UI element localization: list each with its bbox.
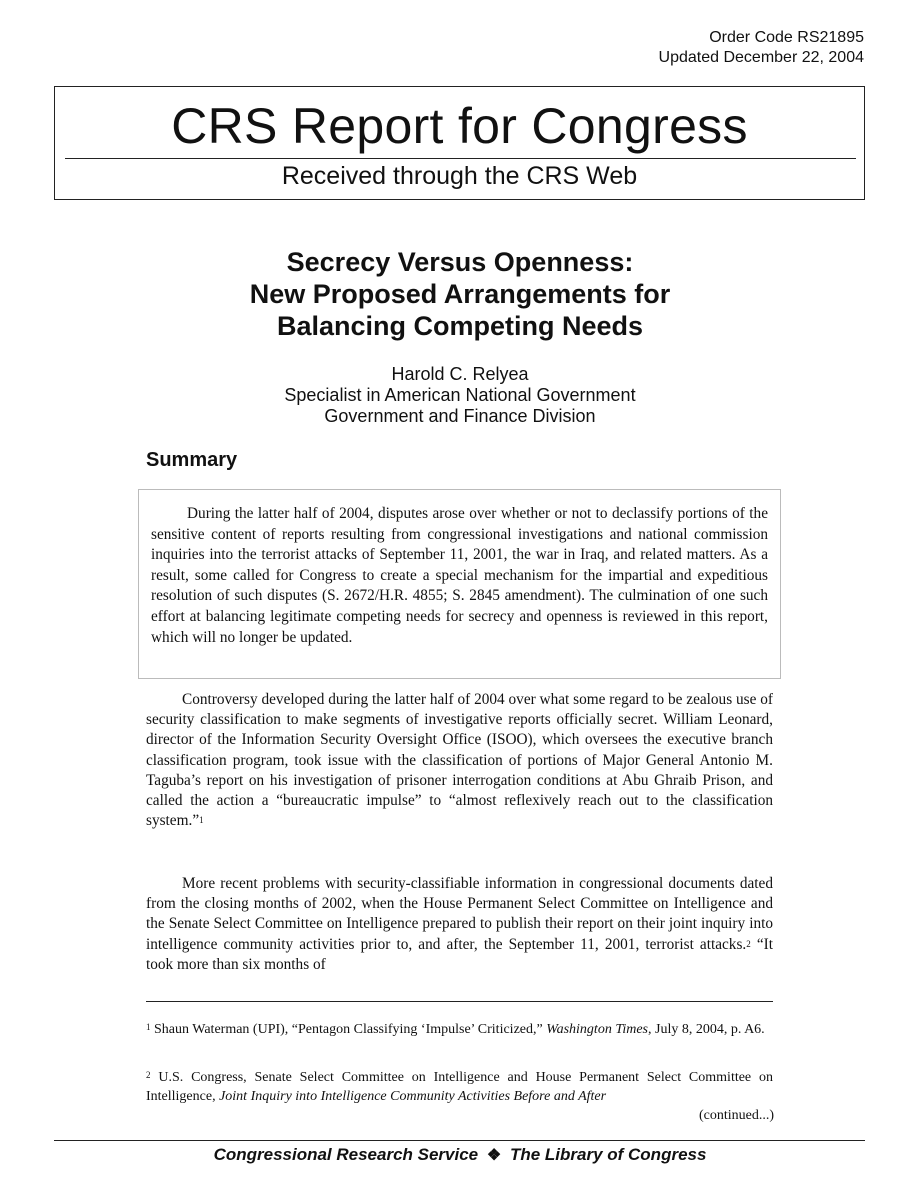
continued-note: (continued...) [698,1108,774,1123]
footer-loc: The Library of Congress [509,1145,707,1164]
updated-date: Updated December 22, 2004 [658,49,864,66]
summary-heading: Summary [146,449,238,471]
report-banner [54,86,865,200]
footnote-divider [146,1001,773,1002]
summary-text: During the latter half of 2004, disputes arose over whether or not to declassify portions of the sensitive content of reports resulting from congressional investigations and national commission inquiries into the terrorist attacks of September 11, 2001, the war in Iraq, and related matters. As a result, some called for Congress to create a special mechanism for the impartial and expeditious resolution of such disputes (S. 2672/H.R. 4855; S. 2845 amendment). The culmination of one such effort at balancing legitimate competing needs for secrecy and openness is reviewed in this report, which will no longer be updated. [151,505,768,646]
footnote-2-number: 2 [146,1070,151,1080]
footnote-1-publication: Washington Times [546,1022,648,1037]
title-line-3: Balancing Competing Needs [276,311,644,341]
body-paragraph-2 [146,874,773,975]
page-footer [0,1145,920,1165]
title-line-1: Secrecy Versus Openness: [286,247,634,277]
footnote-1-text: Shaun Waterman (UPI), “Pentagon Classifying ‘Impulse’ Criticized,” [150,1022,547,1037]
author-block [160,364,760,427]
footnote-1-tail: , July 8, 2004, p. A6. [648,1022,765,1037]
banner-subtitle: Received through the CRS Web [281,162,638,190]
body-paragraph-1 [146,690,773,831]
body-paragraph-1-text: Controversy developed during the latter half of 2004 over what some regard to be zealous use of security classification to make segments of investigative reports officially secret. William Leonard, director of the Information Security Oversight Office (ISOO), which oversees the executive branch classification program, took issue with the classification of portions of Major General Antonio M. Taguba’s report on his investigation of prisoner interrogation conditions at Abu Ghraib Prison, and called the action a “bureaucratic impulse” to “almost reflexively reach out to the classification system.” [146,691,773,830]
author-division: Government and Finance Division [324,406,596,426]
footnote-ref-1[interactable]: 1 [199,815,204,826]
report-title [160,246,760,342]
order-code-block [659,28,864,68]
author-name: Harold C. Relyea [391,364,529,384]
body-paragraph-2-text: More recent problems with security-classifiable information in congressional documents dated from the closing months of 2002, when the House Permanent Select Committee on Intelligence and the Senate Select Committee on Intelligence prepared to publish their report on their joint inquiry into intelligence community activities prior to, and after, the September 11, 2001, terrorist attacks. [146,875,773,953]
footer-divider [54,1140,865,1141]
footnote-2 [146,1068,773,1106]
footnote-ref-2[interactable]: 2 [746,938,751,949]
footnote-1-number: 1 [146,1022,151,1032]
footnote-1 [146,1020,773,1039]
title-line-2: New Proposed Arrangements for [249,279,671,309]
author-title: Specialist in American National Government [284,385,636,405]
footnote-2-text: U.S. Congress, Senate Select Committee on Intelligence and House Permanent Select Committee on Intelligence, [146,1070,773,1104]
footnote-2-title: Joint Inquiry into Intelligence Community Activities Before and After [219,1089,607,1104]
footer-crs: Congressional Research Service [213,1145,479,1164]
order-code: Order Code RS21895 [709,29,864,46]
diamond-separator-icon: ❖ [486,1147,502,1164]
summary-box [138,489,781,679]
banner-title: CRS Report for Congress [171,98,748,154]
banner-divider [65,158,856,159]
body-paragraph-2-tail: “It took more than six months of [146,935,773,973]
